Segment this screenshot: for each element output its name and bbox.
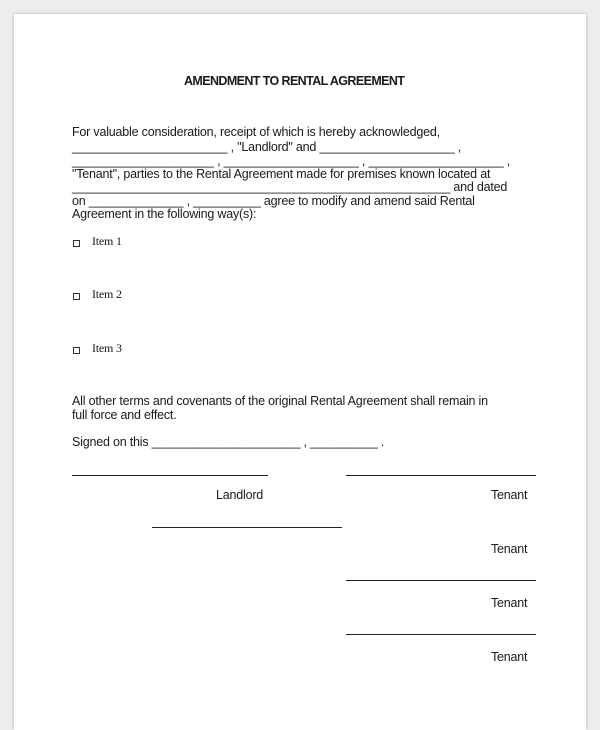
tenant-signature-line-4 xyxy=(346,634,536,635)
closing-line-1: All other terms and covenants of the original Rental Agreement shall remain in xyxy=(72,394,488,408)
item-1: Item 1 xyxy=(92,234,122,248)
intro-line-7: Agreement in the following way(s): xyxy=(72,207,257,221)
tenant-label-2: Tenant xyxy=(491,542,528,556)
item-3: Item 3 xyxy=(92,341,122,355)
intro-line-3: _____________________ , ____________________ , ____________________ , xyxy=(72,154,511,168)
intro-line-4: "Tenant", parties to the Rental Agreement made for premises known located at xyxy=(72,167,491,181)
intro-line-5: ________________________________________________________ and dated xyxy=(72,180,508,194)
checkbox-bullet-icon xyxy=(73,240,80,247)
document-title: AMENDMENT TO RENTAL AGREEMENT xyxy=(184,74,405,88)
tenant-signature-line-2 xyxy=(152,527,342,528)
landlord-signature-line xyxy=(72,475,268,476)
intro-line-1: For valuable consideration, receipt of which is hereby acknowledged, xyxy=(72,125,440,139)
tenant-label-1: Tenant xyxy=(491,488,528,502)
checkbox-bullet-icon xyxy=(73,347,80,354)
signed-on-line: Signed on this ______________________ , __________ . xyxy=(72,435,385,449)
tenant-signature-line-1 xyxy=(346,475,536,476)
tenant-label-3: Tenant xyxy=(491,596,528,610)
item-2: Item 2 xyxy=(92,287,122,301)
closing-line-2: full force and effect. xyxy=(72,408,177,422)
document-page xyxy=(14,14,586,730)
intro-line-2: _______________________ , "Landlord" and ____________________ , xyxy=(72,140,462,154)
intro-line-6: on ______________ , __________ agree to modify and amend said Rental xyxy=(72,194,475,208)
tenant-signature-line-3 xyxy=(346,580,536,581)
tenant-label-4: Tenant xyxy=(491,650,528,664)
landlord-label: Landlord xyxy=(216,488,264,502)
checkbox-bullet-icon xyxy=(73,293,80,300)
